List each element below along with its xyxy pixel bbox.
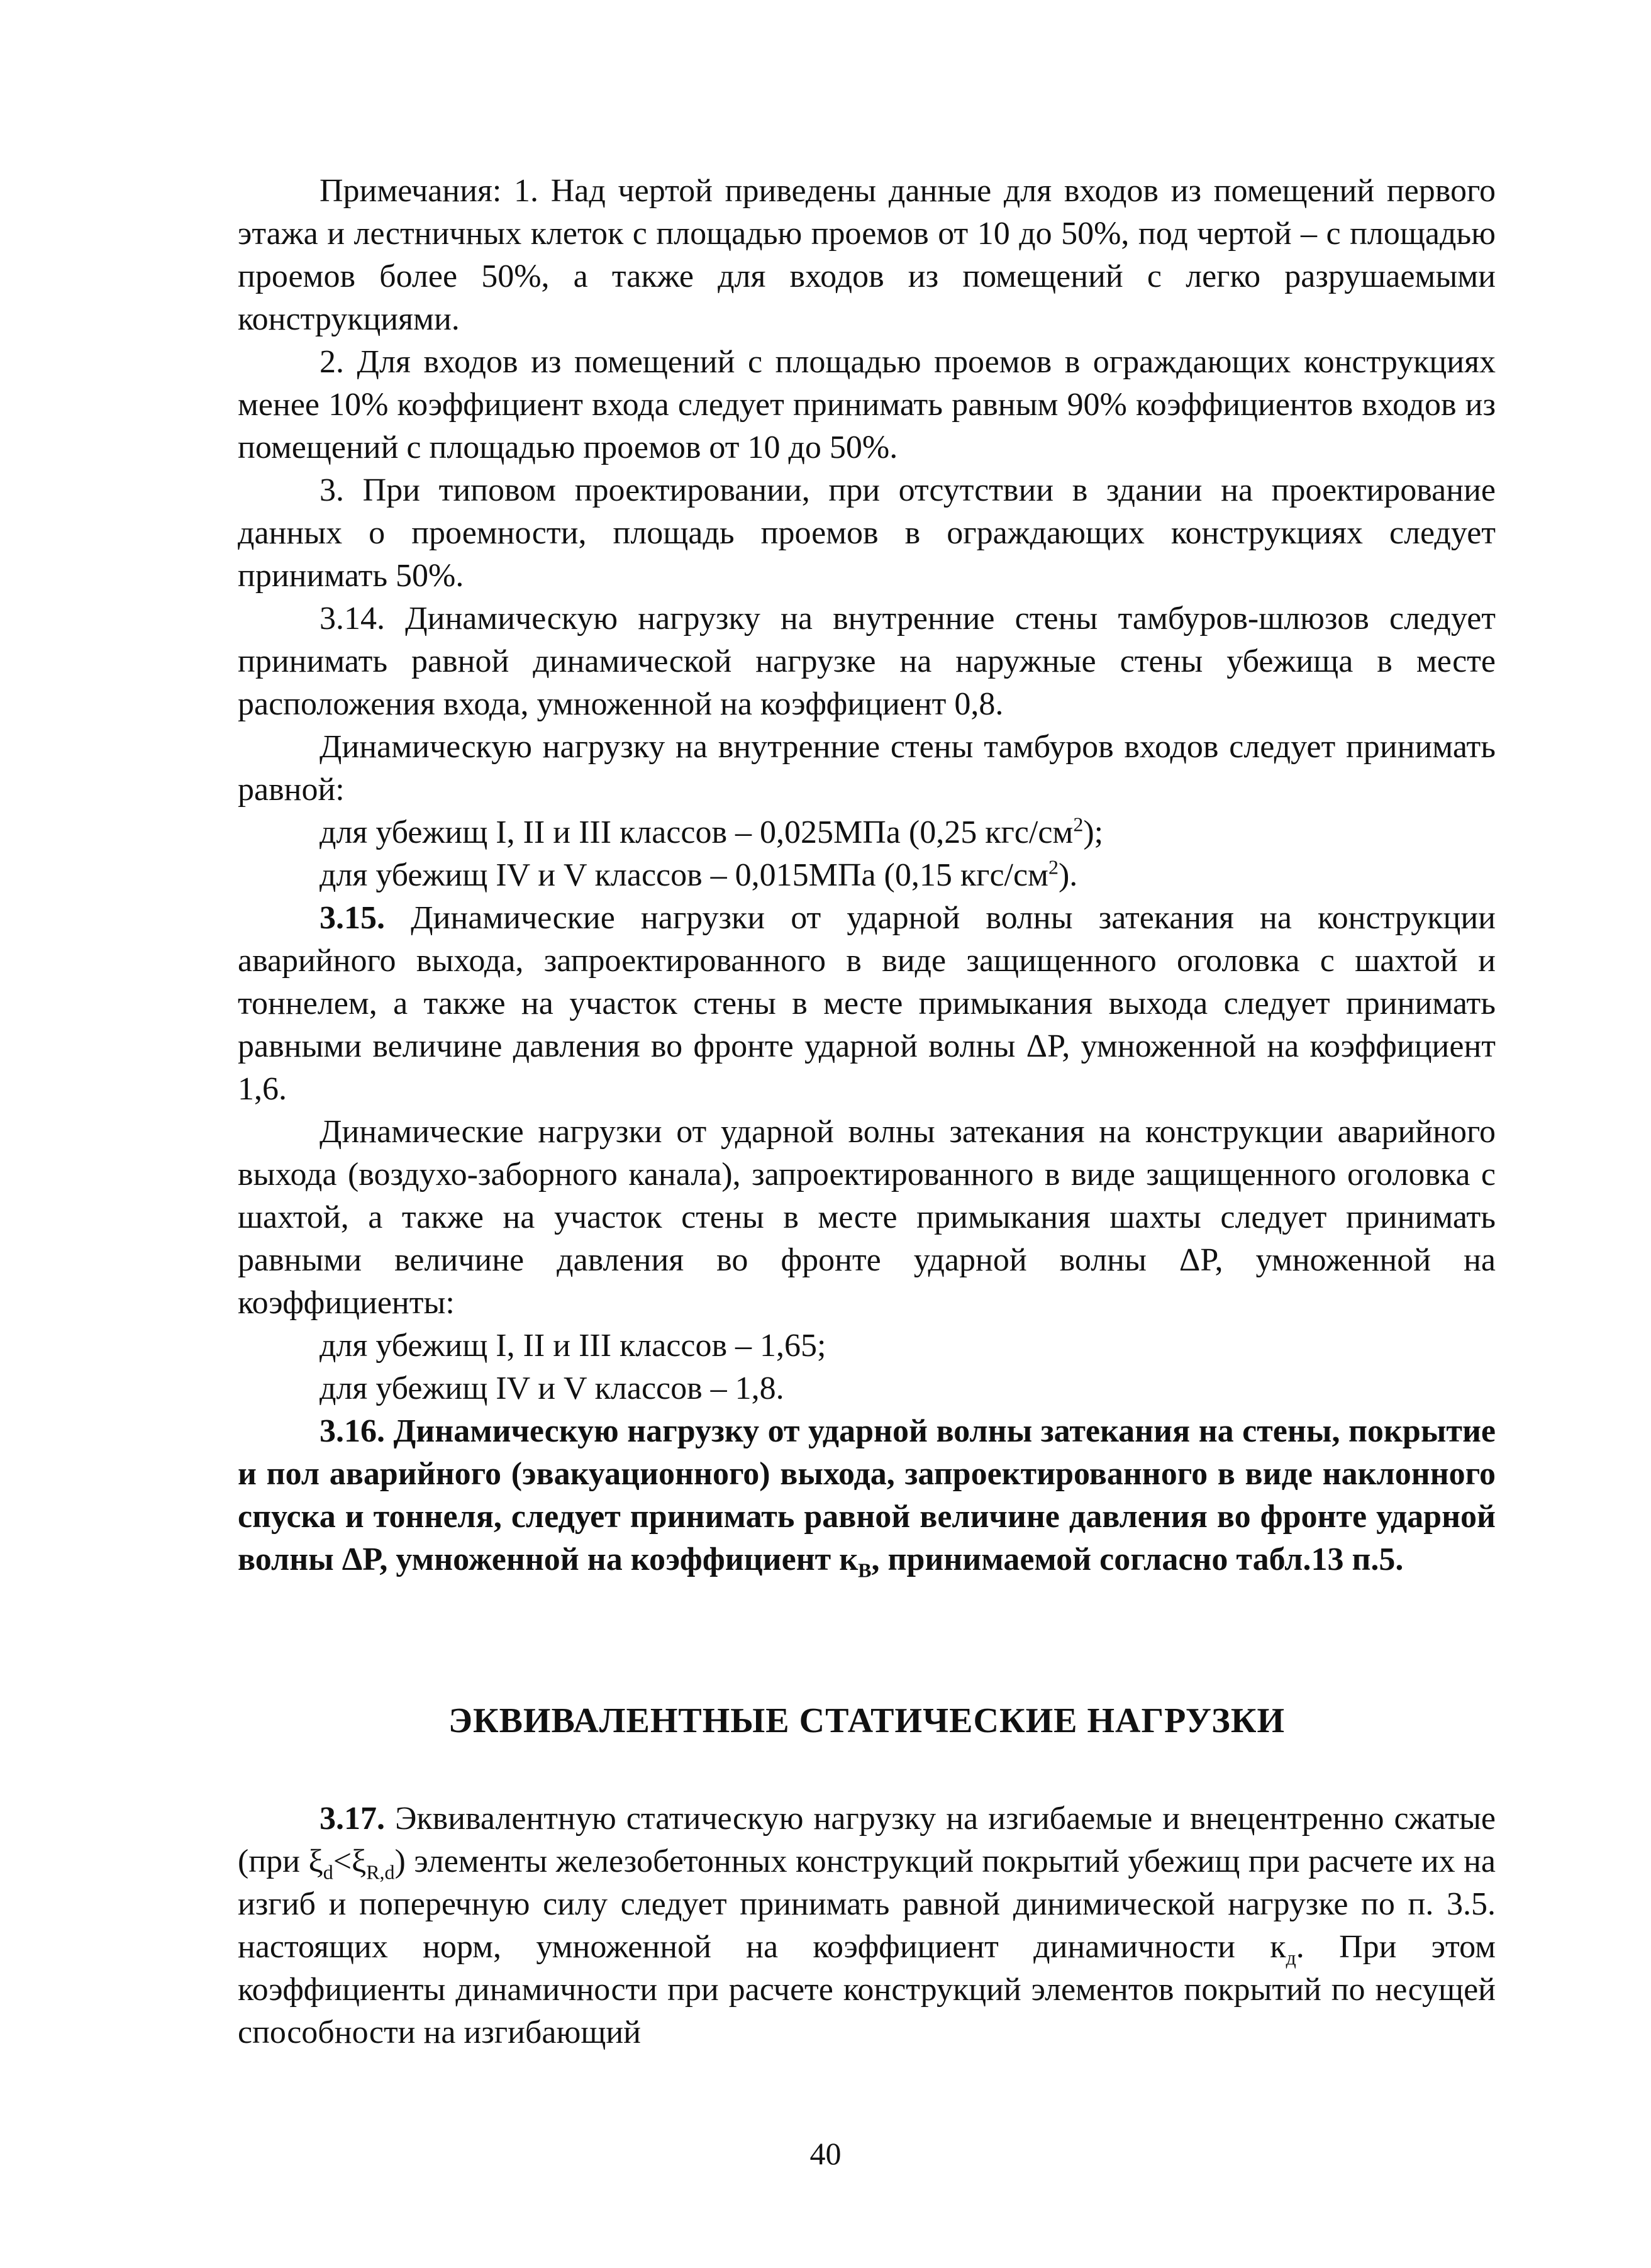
section-body-end: , принимаемой согласно табл.13 п.5. — [871, 1542, 1404, 1577]
section-body: ) элементы железобетонных конструкций покрытий убежищ при расчете их на изгиб и поперечную силу следует принимать равной динимической нагрузке по п. 3.5. настоящих норм, умноженной на коэффициент динамичности к — [238, 1843, 1496, 1965]
section-body: Динамическую нагрузку от ударной волны затекания на стены, покрытие и пол аварийного (эвакуационного) выхода, запроектированного в виде наклонного спуска и тоннеля, следует принимать равной величине давления во фронте ударной волны ΔP, умноженной на коэффициент к — [238, 1413, 1496, 1577]
superscript: 2 — [1073, 813, 1084, 836]
section-body: Эквивалентную статическую нагрузку на изгибаемые и внецентренно сжатые (при ξ — [238, 1801, 1496, 1879]
section-3-15-item-1: для убежищ I, II и III классов – 1,65; — [320, 1328, 826, 1364]
section-heading: ЭКВИВАЛЕНТНЫЕ СТАТИЧЕСКИЕ НАГРУЗКИ — [448, 1701, 1285, 1740]
note-3: 3. При типовом проектировании, при отсутствии в здании на проектирование данных о проемности, площадь проемов в ограждающих конструкциях следует принимать 50%. — [238, 472, 1496, 594]
subscript: R,d — [366, 1860, 395, 1884]
section-3-14-item-1 — [238, 811, 1496, 854]
subscript: д — [1286, 1946, 1296, 1969]
item-suffix: ). — [1058, 857, 1078, 893]
item-suffix: ); — [1083, 814, 1104, 850]
section-body: . При этом коэффициенты динамичности при расчете конструкций элементов покрытий по несущей способности на изгибающий — [238, 1929, 1496, 2050]
page-number: 40 — [809, 2136, 842, 2171]
section-3-15-text2: Динамические нагрузки от ударной волны затекания на конструкции аварийного выхода (воздухо-заборного канала), запроектированного в виде защищенного оголовка с шахтой, а также на участок стены в месте примыкания шахты следует принимать равными величине давления во фронте ударной волны ΔP, умноженной на коэффициенты: — [238, 1114, 1496, 1321]
section-3-15-text — [238, 897, 1496, 1111]
section-3-14-text2: Динамическую нагрузку на внутренние стены тамбуров входов следует принимать равной: — [238, 729, 1496, 808]
section-body: <ξ — [333, 1843, 367, 1879]
section-3-17-text — [238, 1798, 1496, 2054]
subscript: d — [323, 1860, 333, 1884]
item-text: для убежищ IV и V классов – 0,015МПа (0,15 кгс/см — [320, 857, 1048, 893]
subscript: В — [858, 1559, 872, 1582]
section-3-14-item-2 — [238, 854, 1496, 897]
section-3-14-text: 3.14. Динамическую нагрузку на внутренние стены тамбуров-шлюзов следует принимать равной динамической нагрузке на наружные стены убежища в месте расположения входа, умноженной на коэффициент 0,8. — [238, 601, 1496, 722]
section-number: 3.15. — [320, 900, 385, 936]
section-number: 3.17. — [320, 1801, 385, 1837]
section-number: 3.16. — [320, 1413, 385, 1449]
note-1: Примечания: 1. Над чертой приведены данные для входов из помещений первого этажа и лестничных клеток с площадью проемов от 10 до 50%, под чертой – с площадью проемов более 50%, а также для входов из помещений с легко разрушаемыми конструкциями. — [238, 173, 1496, 337]
superscript: 2 — [1048, 855, 1059, 879]
note-2: 2. Для входов из помещений с площадью проемов в ограждающих конструкциях менее 10% коэффициент входа следует принимать равным 90% коэффициентов входов из помещений с площадью проемов от 10 до 50%. — [238, 344, 1496, 465]
item-text: для убежищ I, II и III классов – 0,025МПа (0,25 кгс/см — [320, 814, 1074, 850]
section-3-15-item-2: для убежищ IV и V классов – 1,8. — [320, 1370, 784, 1406]
section-body: Динамические нагрузки от ударной волны затекания на конструкции аварийного выхода, запроектированного в виде защищенного оголовка с шахтой и тоннелем, а также на участок стены в месте примыкания выхода следует принимать равными величине давления во фронте ударной волны ΔP, умноженной на коэффициент 1,6. — [238, 900, 1496, 1107]
section-3-16-text — [238, 1410, 1496, 1581]
document-page — [238, 170, 1496, 2054]
